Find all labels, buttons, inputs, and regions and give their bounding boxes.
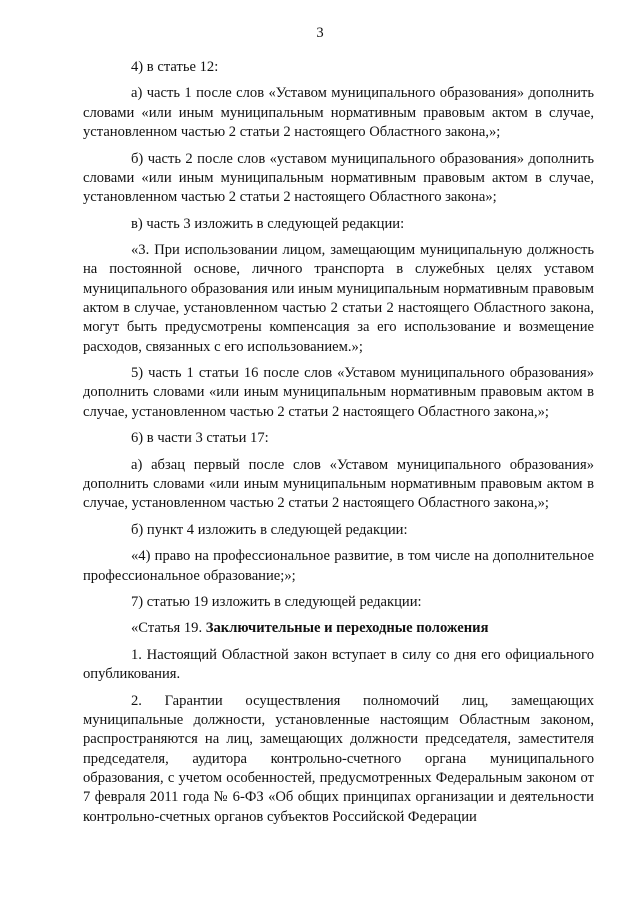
paragraph-article-12-part-3-text: «3. При использовании лицом, замещающим муниципальную должность на постоянной основе, личного транспорта в служебных целях уставом муниципального образования или иным муниципальным нормативным правовым актом в случае, установленном частью 2 статьи 2 настоящего Областного закона, могут быть предусмотрены компенсация за его использование и возмещение расходов, связанных с его использованием.»;: [83, 242, 594, 355]
paragraph-article-12-part-2: б) часть 2 после слов «уставом муниципального образования» дополнить словами «или иным муниципальным нормативным правовым актом в случае, установленном частью 2 статьи 2 настоящего Областного закона»;: [83, 150, 594, 206]
paragraph-article-12-heading: 4) в статье 12:: [131, 59, 219, 75]
article-19-heading: [83, 619, 594, 638]
paragraph-article-17-item-4-intro: б) пункт 4 изложить в следующей редакции:: [131, 521, 408, 538]
document-body: [83, 58, 594, 834]
paragraph-article-17-first-clause: а) абзац первый после слов «Уставом муниципального образования» дополнить словами «или иным муниципальным нормативным правовым актом в случае, установленном частью 2 статьи 2 настоящего Областного закона,»;: [83, 456, 594, 512]
paragraph-article-12-part-1: а) часть 1 после слов «Уставом муниципального образования» дополнить словами «или иным муниципальным нормативным правовым актом в случае, установленном частью 2 статьи 2 настоящего Областного закона,»;: [83, 85, 594, 141]
article-19-prefix: «Статья 19.: [131, 620, 206, 637]
page-number: 3: [316, 25, 324, 41]
article-19-part-2: 2. Гарантии осуществления полномочий лиц, замещающих муниципальные должности, установленные настоящим Областным законом, распространяются на лиц, замещающих должности председателя, заместителя председателя, аудитора контрольно-счетного органа муниципального образования, с учетом особенностей, предусмотренных Федеральным законом от 7 февраля 2011 года № 6-ФЗ «Об общих принципах организации и деятельности контрольно-счетных органов субъектов Российской Федерации: [83, 692, 594, 825]
paragraph-article-19-intro: 7) статью 19 изложить в следующей редакции:: [131, 594, 422, 610]
article-19-title: Заключительные и переходные положения: [205, 620, 489, 637]
paragraph-article-17-item-4-text: «4) право на профессиональное развитие, в том числе на дополнительное профессиональное образование;»;: [83, 548, 594, 584]
article-19-part-1: 1. Настоящий Областной закон вступает в силу со дня его официального опубликования.: [83, 646, 594, 683]
paragraph-article-12-part-3-intro: в) часть 3 изложить в следующей редакции:: [131, 215, 405, 232]
paragraph-article-16: 5) часть 1 статьи 16 после слов «Уставом муниципального образования» дополнить словами «или иным муниципальным нормативным правовым актом в случае, установленном частью 2 статьи 2 настоящего Областного закона,»;: [83, 365, 594, 420]
paragraph-article-17-heading: 6) в части 3 статьи 17:: [131, 430, 269, 447]
